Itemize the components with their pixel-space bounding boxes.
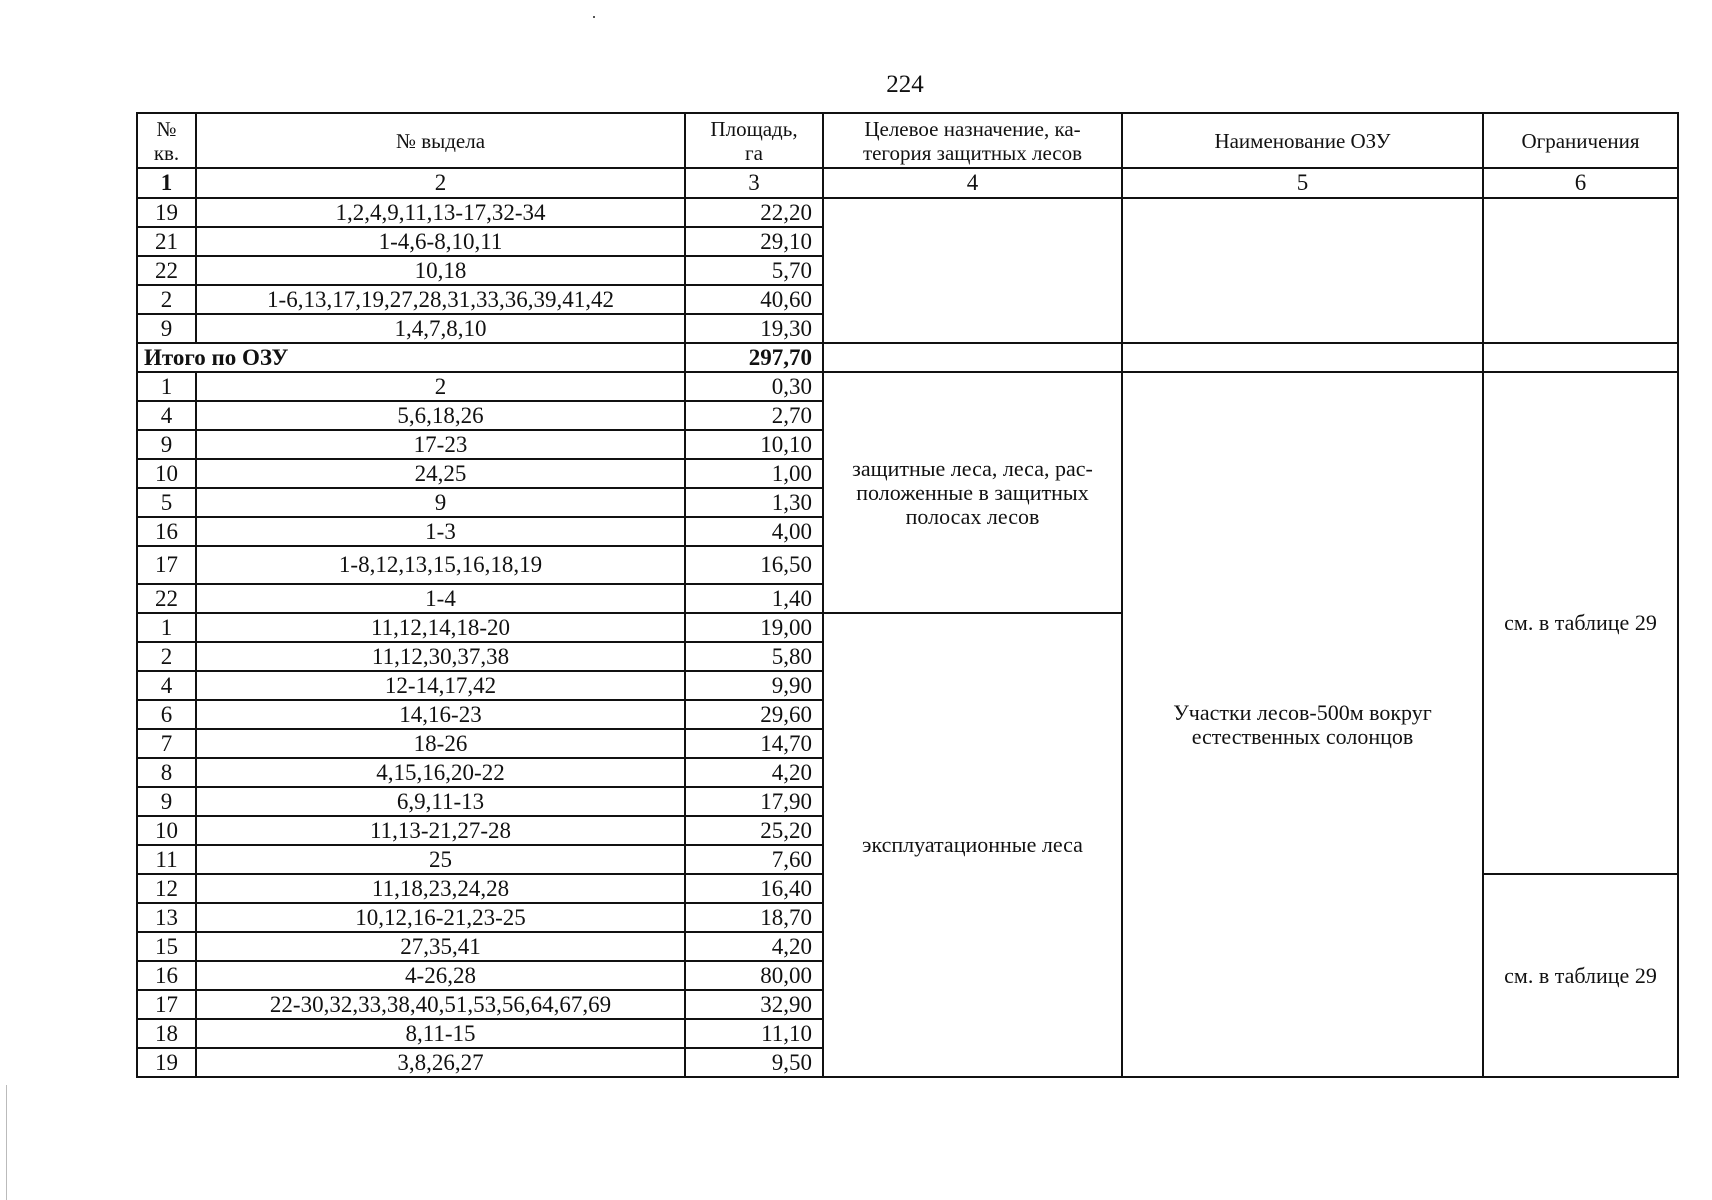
total-row xyxy=(137,343,1678,372)
cell-area: 4,20 xyxy=(685,932,823,961)
cell-kv: 6 xyxy=(137,700,196,729)
scan-edge-line xyxy=(6,1085,7,1200)
cell-area: 0,30 xyxy=(685,372,823,401)
cell-area: 19,30 xyxy=(685,314,823,343)
cell-kv: 12 xyxy=(137,874,196,903)
cell-vydel: 6,9,11-13 xyxy=(196,787,685,816)
cell-vydel: 17-23 xyxy=(196,430,685,459)
cell-area: 16,40 xyxy=(685,874,823,903)
cell-area: 40,60 xyxy=(685,285,823,314)
cell-vydel: 10,12,16-21,23-25 xyxy=(196,903,685,932)
cell-vydel: 11,12,14,18-20 xyxy=(196,613,685,642)
cell-restriction-1: см. в таблице 29 xyxy=(1483,372,1678,874)
cell-area: 1,40 xyxy=(685,584,823,613)
cell-kv: 18 xyxy=(137,1019,196,1048)
cell-area: 9,90 xyxy=(685,671,823,700)
page-number: 224 xyxy=(886,71,924,98)
cell-kv: 9 xyxy=(137,314,196,343)
cell-kv: 7 xyxy=(137,729,196,758)
cell-vydel: 1,2,4,9,11,13-17,32-34 xyxy=(196,198,685,227)
cell-kv: 5 xyxy=(137,488,196,517)
cell-vydel: 1-4,6-8,10,11 xyxy=(196,227,685,256)
cell-area: 7,60 xyxy=(685,845,823,874)
cell-area: 1,30 xyxy=(685,488,823,517)
cell-purpose-empty xyxy=(823,343,1122,372)
cell-vydel: 14,16-23 xyxy=(196,700,685,729)
header-kv-line1: № xyxy=(156,116,177,141)
cell-ozu-name xyxy=(1122,372,1483,1077)
cell-area: 2,70 xyxy=(685,401,823,430)
table-row xyxy=(137,198,1678,227)
ozu-name-line1: Участки лесов-500м вокруг xyxy=(1173,699,1432,725)
cell-vydel: 1-8,12,13,15,16,18,19 xyxy=(196,546,685,584)
cell-area: 5,70 xyxy=(685,256,823,285)
scan-speck xyxy=(593,16,595,18)
purpose-protective-line2: положенные в защитных xyxy=(856,479,1089,505)
header-purpose xyxy=(823,113,1122,168)
table-row xyxy=(137,372,1678,401)
purpose-protective-line1: защитные леса, леса, рас- xyxy=(852,455,1093,481)
header-ozu-name: Наименование ОЗУ xyxy=(1122,113,1483,168)
cell-vydel: 1,4,7,8,10 xyxy=(196,314,685,343)
cell-kv: 1 xyxy=(137,613,196,642)
cell-vydel: 18-26 xyxy=(196,729,685,758)
cell-kv: 22 xyxy=(137,256,196,285)
cell-vydel: 25 xyxy=(196,845,685,874)
header-area-line2: га xyxy=(745,140,763,165)
cell-area: 14,70 xyxy=(685,729,823,758)
cell-area: 80,00 xyxy=(685,961,823,990)
forest-areas-table xyxy=(136,112,1679,1078)
cell-area: 32,90 xyxy=(685,990,823,1019)
cell-area: 22,20 xyxy=(685,198,823,227)
cell-vydel: 8,11-15 xyxy=(196,1019,685,1048)
column-number: 2 xyxy=(196,168,685,198)
cell-ozu-name-empty xyxy=(1122,198,1483,343)
column-number: 6 xyxy=(1483,168,1678,198)
cell-kv: 9 xyxy=(137,787,196,816)
cell-kv: 4 xyxy=(137,671,196,700)
cell-area: 4,20 xyxy=(685,758,823,787)
cell-kv: 16 xyxy=(137,961,196,990)
cell-vydel: 4,15,16,20-22 xyxy=(196,758,685,787)
cell-area: 11,10 xyxy=(685,1019,823,1048)
cell-vydel: 22-30,32,33,38,40,51,53,56,64,67,69 xyxy=(196,990,685,1019)
cell-kv: 19 xyxy=(137,1048,196,1077)
cell-area: 1,00 xyxy=(685,459,823,488)
cell-area: 10,10 xyxy=(685,430,823,459)
cell-vydel: 27,35,41 xyxy=(196,932,685,961)
cell-kv: 10 xyxy=(137,459,196,488)
cell-vydel: 5,6,18,26 xyxy=(196,401,685,430)
cell-vydel: 12-14,17,42 xyxy=(196,671,685,700)
cell-ozu-name-empty xyxy=(1122,343,1483,372)
cell-purpose-protective xyxy=(823,372,1122,613)
cell-vydel: 9 xyxy=(196,488,685,517)
total-label: Итого по ОЗУ xyxy=(137,343,685,372)
cell-vydel: 2 xyxy=(196,372,685,401)
column-number: 1 xyxy=(137,168,196,198)
header-kv-line2: кв. xyxy=(153,140,180,165)
ozu-name-line2: естественных солонцов xyxy=(1191,723,1414,749)
cell-area: 19,00 xyxy=(685,613,823,642)
header-purpose-line2: тегория защитных лесов xyxy=(862,140,1083,165)
cell-restrictions-empty xyxy=(1483,343,1678,372)
cell-vydel: 24,25 xyxy=(196,459,685,488)
cell-vydel: 1-6,13,17,19,27,28,31,33,36,39,41,42 xyxy=(196,285,685,314)
cell-restrictions-empty xyxy=(1483,198,1678,343)
cell-area: 16,50 xyxy=(685,546,823,584)
cell-restriction-2: см. в таблице 29 xyxy=(1483,874,1678,1077)
cell-vydel: 3,8,26,27 xyxy=(196,1048,685,1077)
column-number: 5 xyxy=(1122,168,1483,198)
cell-kv: 17 xyxy=(137,990,196,1019)
header-vydel: № выдела xyxy=(196,113,685,168)
cell-kv: 8 xyxy=(137,758,196,787)
cell-kv: 1 xyxy=(137,372,196,401)
cell-purpose-empty xyxy=(823,198,1122,343)
cell-vydel: 10,18 xyxy=(196,256,685,285)
purpose-protective-line3: полосах лесов xyxy=(905,503,1040,529)
column-number-row xyxy=(137,168,1678,198)
header-restrictions: Ограничения xyxy=(1483,113,1678,168)
cell-area: 4,00 xyxy=(685,517,823,546)
header-kv xyxy=(137,113,196,168)
column-number: 3 xyxy=(685,168,823,198)
cell-purpose-exploitation: эксплуатационные леса xyxy=(823,613,1122,1077)
header-area xyxy=(685,113,823,168)
cell-area: 9,50 xyxy=(685,1048,823,1077)
cell-area: 18,70 xyxy=(685,903,823,932)
total-area: 297,70 xyxy=(685,343,823,372)
cell-kv: 9 xyxy=(137,430,196,459)
cell-kv: 16 xyxy=(137,517,196,546)
cell-kv: 13 xyxy=(137,903,196,932)
header-purpose-line1: Целевое назначение, ка- xyxy=(864,116,1081,141)
cell-kv: 10 xyxy=(137,816,196,845)
cell-area: 29,10 xyxy=(685,227,823,256)
cell-kv: 11 xyxy=(137,845,196,874)
cell-kv: 19 xyxy=(137,198,196,227)
cell-vydel: 1-4 xyxy=(196,584,685,613)
cell-vydel: 1-3 xyxy=(196,517,685,546)
cell-kv: 22 xyxy=(137,584,196,613)
cell-vydel: 4-26,28 xyxy=(196,961,685,990)
cell-kv: 4 xyxy=(137,401,196,430)
cell-kv: 2 xyxy=(137,642,196,671)
column-number: 4 xyxy=(823,168,1122,198)
cell-kv: 21 xyxy=(137,227,196,256)
cell-area: 5,80 xyxy=(685,642,823,671)
cell-vydel: 11,18,23,24,28 xyxy=(196,874,685,903)
cell-vydel: 11,12,30,37,38 xyxy=(196,642,685,671)
cell-kv: 17 xyxy=(137,546,196,584)
cell-kv: 15 xyxy=(137,932,196,961)
cell-kv: 2 xyxy=(137,285,196,314)
header-area-line1: Площадь, xyxy=(710,116,798,141)
cell-vydel: 11,13-21,27-28 xyxy=(196,816,685,845)
cell-area: 17,90 xyxy=(685,787,823,816)
cell-area: 29,60 xyxy=(685,700,823,729)
header-row xyxy=(137,113,1678,168)
cell-area: 25,20 xyxy=(685,816,823,845)
